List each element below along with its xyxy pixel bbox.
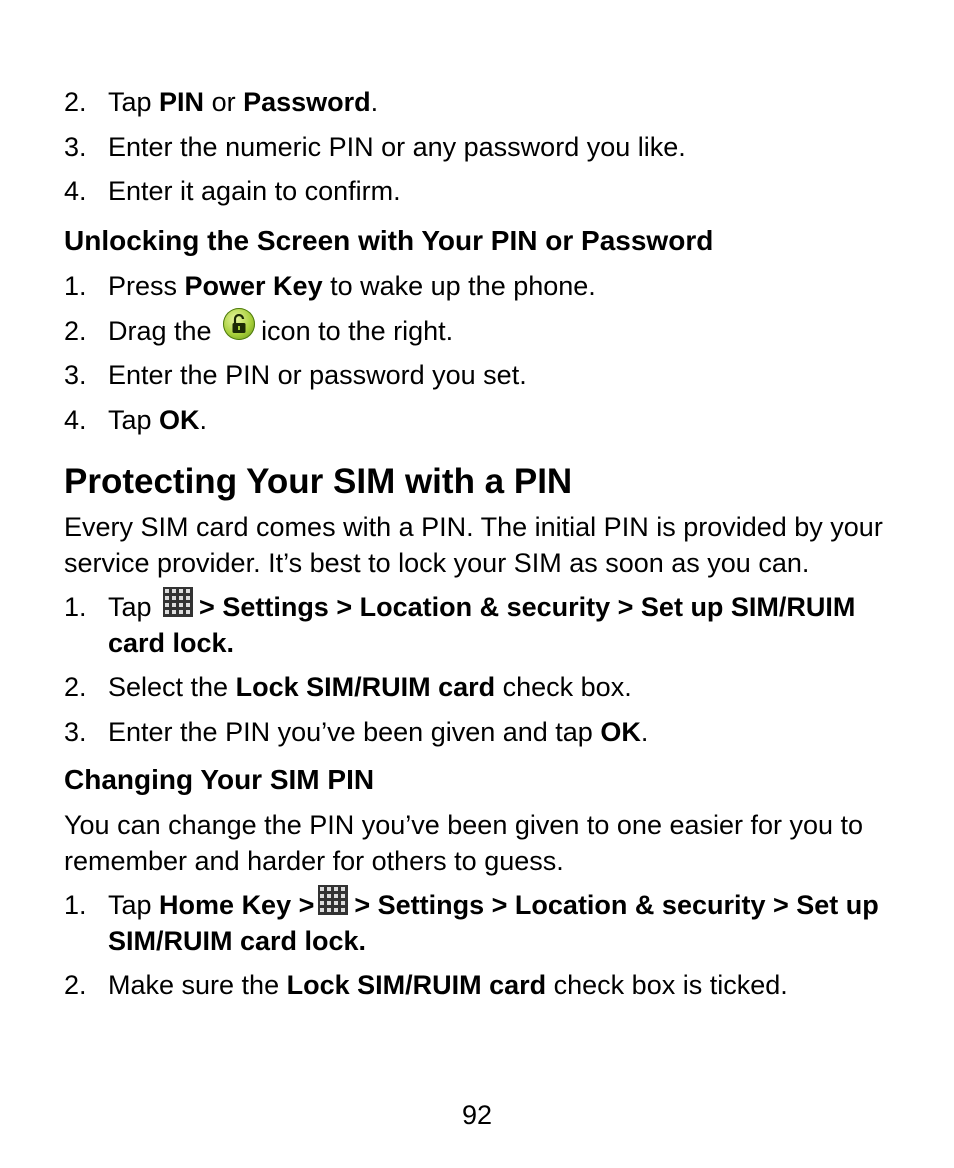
step-number: 3.: [64, 360, 87, 390]
step-tap-pin-password: 2. Tap PIN or Password.: [64, 84, 894, 120]
sim-heading: Protecting Your SIM with a PIN: [64, 461, 573, 501]
step-number: 4.: [64, 176, 87, 206]
step-number: 1.: [64, 271, 87, 301]
step-enter-given-pin: 3. Enter the PIN you’ve been given and tap OK.: [64, 714, 894, 750]
step-drag-unlock: 2. Drag the icon to the right.: [64, 313, 894, 349]
step-number: 1.: [64, 889, 87, 920]
app-grid-icon: [318, 885, 348, 915]
unlock-heading: Unlocking the Screen with Your PIN or Password: [64, 225, 714, 256]
step-enter-set-pin: 3. Enter the PIN or password you set.: [64, 357, 894, 393]
step-press-power: 1. Press Power Key to wake up the phone.: [64, 268, 894, 304]
step-number: 2.: [64, 315, 87, 346]
step-number: 4.: [64, 404, 87, 435]
step-number: 2.: [64, 672, 87, 702]
unlock-icon: [223, 308, 255, 340]
document-page: [64, 84, 894, 1003]
sim-intro: Every SIM card comes with a PIN. The initial PIN is provided by your service provider. It’s best to lock your SIM as soon as you can.: [64, 511, 883, 578]
step-number: 1.: [64, 591, 87, 622]
page-number: 92: [461, 1100, 493, 1130]
step-number: 3.: [64, 131, 87, 162]
step-enter-pin: 3. Enter the numeric PIN or any password you like.: [64, 129, 894, 165]
step-ensure-ticked: 2. Make sure the Lock SIM/RUIM card check box is ticked.: [64, 967, 894, 1003]
step-number: 2.: [64, 970, 87, 1000]
change-heading: Changing Your SIM PIN: [64, 763, 375, 795]
app-grid-icon: [163, 587, 193, 617]
step-select-lock: 2. Select the Lock SIM/RUIM card check box.: [64, 669, 894, 705]
step-confirm: 4. Enter it again to confirm.: [64, 173, 894, 209]
step-home-settings: 1. Tap Home Key > > Settings > Location & security > Set up SIM/RUIM card lock.: [64, 887, 894, 959]
step-number: 3.: [64, 716, 87, 747]
step-open-settings: 1. Tap > Settings > Location & security > Set up SIM/RUIM card lock.: [64, 589, 894, 661]
step-number: 2.: [64, 87, 87, 117]
step-tap-ok: 4. Tap OK.: [64, 402, 894, 438]
change-intro: You can change the PIN you’ve been given to one easier for you to remember and harder for others to guess.: [64, 809, 864, 876]
